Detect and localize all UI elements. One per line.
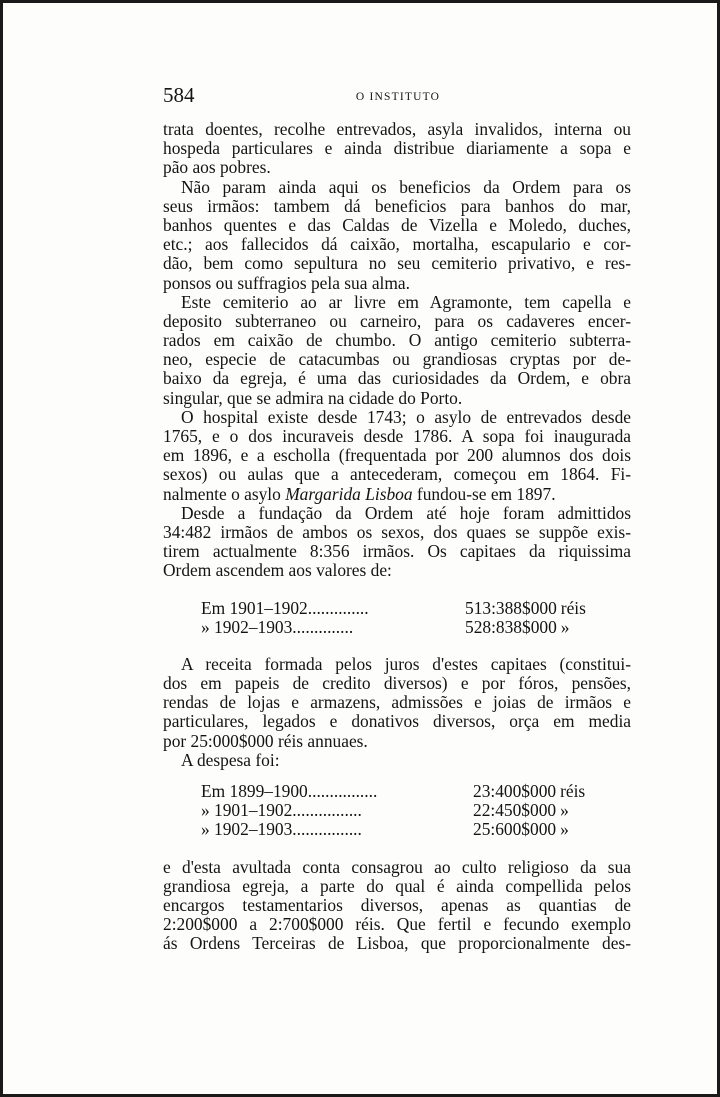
text-line: A receita formada pelos juros d'estes capitaes (constitui- bbox=[181, 653, 631, 674]
text-line: neo, especie de catacumbas ou grandiosas cryptas por de- bbox=[163, 349, 631, 370]
text-line: encargos testamentarios diversos, apenas as quantias de bbox=[163, 894, 631, 915]
row-amount: 513:388$000 réis bbox=[465, 597, 586, 618]
row-unit: réis bbox=[560, 597, 586, 618]
spacer bbox=[163, 581, 631, 599]
capital-row bbox=[163, 618, 631, 637]
expense-row bbox=[163, 820, 631, 839]
text-line bbox=[163, 485, 631, 504]
page-number: 584 bbox=[163, 83, 195, 107]
text-line: Não param ainda aqui os beneficios da Ordem para os bbox=[181, 176, 631, 197]
row-label: Em 1901–1902.............. bbox=[201, 597, 369, 618]
running-title: O INSTITUTO bbox=[355, 91, 441, 103]
row-amount: 25:600$000 » bbox=[473, 819, 569, 840]
text-line: trata doentes, recolhe entrevados, asyla invalidos, interna ou bbox=[163, 119, 631, 139]
row-unit: » bbox=[560, 819, 569, 840]
text-line: ás Ordens Terceiras de Lisboa, que proporcionalmente des- bbox=[163, 933, 631, 954]
text-line: deposito subterraneo ou carneiro, para os cadaveres encer- bbox=[163, 310, 631, 331]
spacer bbox=[163, 840, 631, 858]
text-line: ponsos ou suffragios pela sua alma. bbox=[163, 272, 410, 293]
expense-row bbox=[163, 782, 631, 801]
text-line: em 1896, e a escholla (frequentada por 200 alumnos dos dois bbox=[163, 445, 631, 466]
text-line: rendas de lojas e armazens, admissões e joias de irmãos e bbox=[163, 692, 631, 713]
text-line: dão, bem como sepultura no seu cemiterio privativo, e res- bbox=[163, 253, 631, 274]
text-line: pão aos pobres. bbox=[163, 157, 271, 178]
row-label: » 1902–1903................ bbox=[201, 819, 362, 840]
text-fragment: fundou-se em 1897. bbox=[412, 483, 556, 504]
text-line: por 25:000$000 réis annuaes. bbox=[163, 730, 368, 751]
spacer bbox=[163, 637, 631, 655]
text-line: banhos quentes e das Caldas de Vizella e Moledo, duches, bbox=[163, 214, 631, 235]
text-line: hospeda particulares e ainda distribue diariamente a sopa e bbox=[163, 138, 631, 159]
row-label: » 1902–1903.............. bbox=[201, 616, 354, 637]
row-amount: 22:450$000 » bbox=[473, 800, 569, 821]
text-line: grandiosa egreja, a parte do qual é ainda compellida pelos bbox=[163, 875, 631, 896]
text-line: e d'esta avultada conta consagrou ao culto religioso da sua bbox=[163, 856, 631, 877]
text-line: rados em caixão de chumbo. O antigo cemiterio subterra- bbox=[163, 330, 631, 351]
text-line: baixo da egreja, é uma das curiosidades da Ordem, e obra bbox=[163, 368, 631, 389]
text-line: A despesa foi: bbox=[181, 749, 280, 770]
expense-row bbox=[163, 801, 631, 820]
page-header bbox=[163, 83, 633, 107]
text-line: dos em papeis de credito diversos) e por fóros, pensões, bbox=[163, 673, 631, 694]
body-text bbox=[163, 120, 631, 954]
text-line: Este cemiterio ao ar livre em Agramonte, tem capella e bbox=[181, 291, 631, 312]
text-line: O hospital existe desde 1743; o asylo de entrevados desde bbox=[181, 406, 631, 427]
text-line: Ordem ascendem aos valores de: bbox=[163, 560, 392, 581]
text-line: 1765, e o dos incuraveis desde 1786. A sopa foi inaugurada bbox=[163, 426, 631, 446]
row-label: Em 1899–1900................ bbox=[201, 781, 378, 801]
text-line: tirem actualmente 8:356 irmãos. Os capitaes da riquissima bbox=[163, 541, 631, 562]
text-line: etc.; aos fallecidos dá caixão, mortalha, escapulario e cor- bbox=[163, 234, 631, 255]
text-line: sexos) ou aulas que a antecederam, começou em 1864. Fi- bbox=[163, 464, 631, 485]
text-line: singular, que se admira na cidade do Porto. bbox=[163, 387, 463, 408]
row-label: » 1901–1902................ bbox=[201, 800, 362, 821]
text-fragment: nalmente o asylo bbox=[163, 483, 286, 504]
asylum-name: Margarida Lisboa bbox=[285, 483, 413, 504]
row-amount: 23:400$000 réis bbox=[473, 781, 586, 801]
text-line: Desde a fundação da Ordem até hoje foram admittidos bbox=[181, 502, 631, 523]
text-line: seus irmãos: tambem dá beneficios para banhos do mar, bbox=[163, 195, 631, 216]
row-unit: » bbox=[560, 800, 569, 821]
row-unit: réis bbox=[560, 781, 586, 801]
text-line: 2:200$000 a 2:700$000 réis. Que fertil e fecundo exemplo bbox=[163, 914, 631, 935]
capital-row bbox=[163, 599, 631, 618]
row-amount: 528:838$000 » bbox=[465, 616, 570, 637]
row-unit: » bbox=[560, 616, 570, 637]
text-line: 34:482 irmãos de ambos os sexos, dos quaes se suppõe exis- bbox=[163, 521, 631, 542]
text-line: particulares, legados e donativos diversos, orça em media bbox=[163, 711, 631, 732]
